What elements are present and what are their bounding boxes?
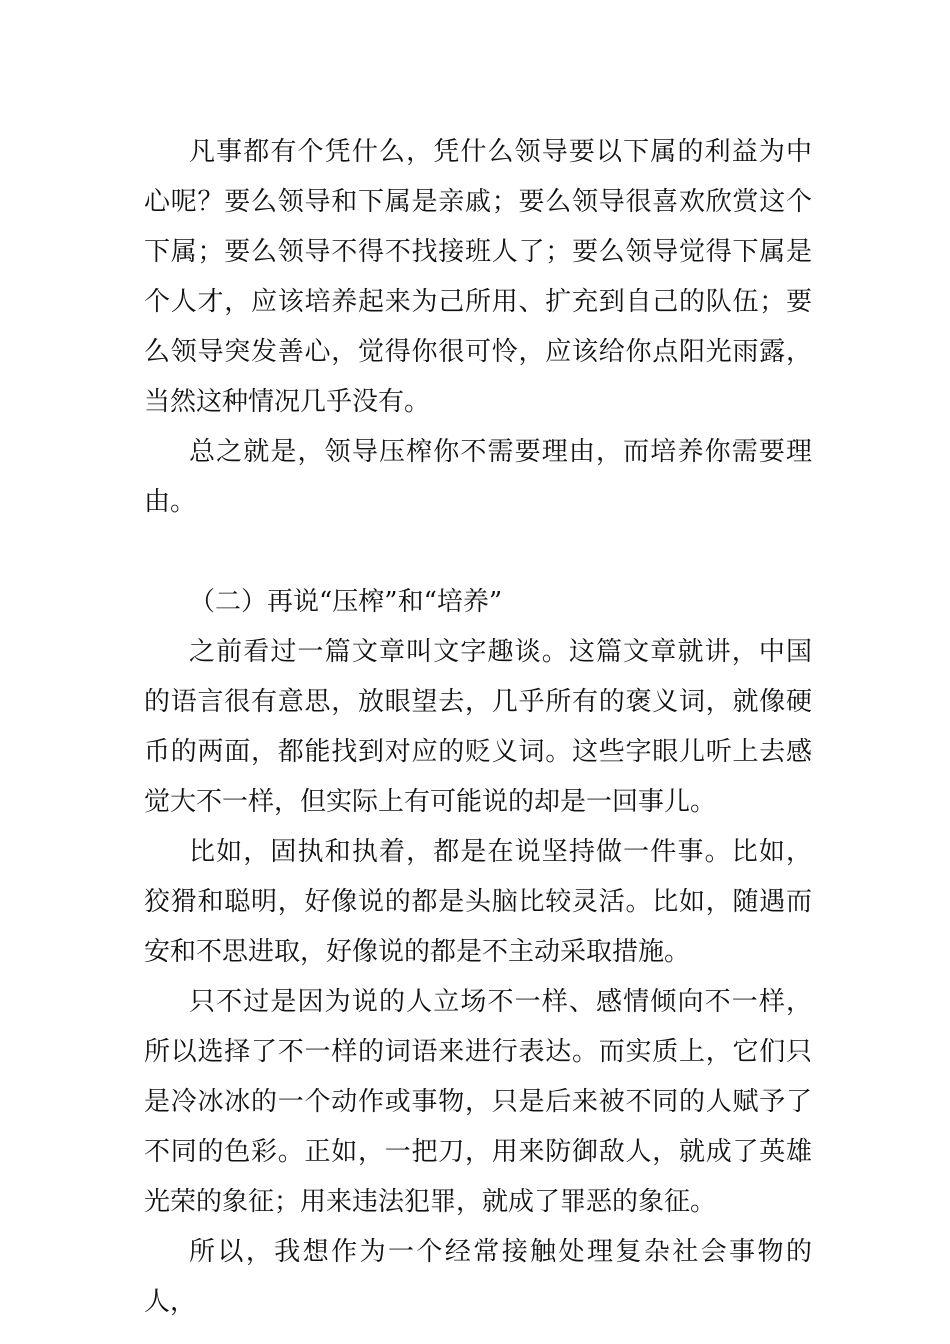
paragraph-stance: 只不过是因为说的人立场不一样、感情倾向不一样，所以选择了不一样的词语来进行表达。而实质上，它们只是冷冰冰的一个动作或事物，只是后来被不同的人赋予了不同的色彩。正如，一把刀，用来防御敌人，就成了英雄光荣的象征；用来违法犯罪，就成了罪恶的象征。 [144, 987, 812, 1217]
section-heading: （二）再说“压榨”和“培养” [189, 587, 503, 617]
text-column [144, 127, 812, 1327]
paragraph-summary: 总之就是，领导压榨你不需要理由，而培养你需要理由。 [144, 437, 812, 517]
paragraph-criteria: 凡事都有个凭什么，凭什么领导要以下属的利益为中心呢？要么领导和下属是亲戚；要么领导很喜欢欣赏这个下属；要么领导不得不找接班人了；要么领导觉得下属是个人才，应该培养起来为己所用、扩充到自己的队伍；要么领导突发善心，觉得你很可怜，应该给你点阳光雨露，当然这种情况几乎没有。 [144, 137, 812, 417]
paragraph-examples: 比如，固执和执着，都是在说坚持做一件事。比如，狡猾和聪明，好像说的都是头脑比较灵活。比如，随遇而安和不思进取，好像说的都是不主动采取措施。 [144, 837, 812, 967]
section-gap [144, 527, 812, 577]
paragraph-conclusion-start: 所以，我想作为一个经常接触处理复杂社会事物的人， [144, 1237, 812, 1317]
paragraph-word-play: 之前看过一篇文章叫文字趣谈。这篇文章就讲，中国的语言很有意思，放眼望去，几乎所有的褒义词，就像硬币的两面，都能找到对应的贬义词。这些字眼儿听上去感觉大不一样，但实际上有可能说的却是一回事儿。 [144, 637, 812, 817]
